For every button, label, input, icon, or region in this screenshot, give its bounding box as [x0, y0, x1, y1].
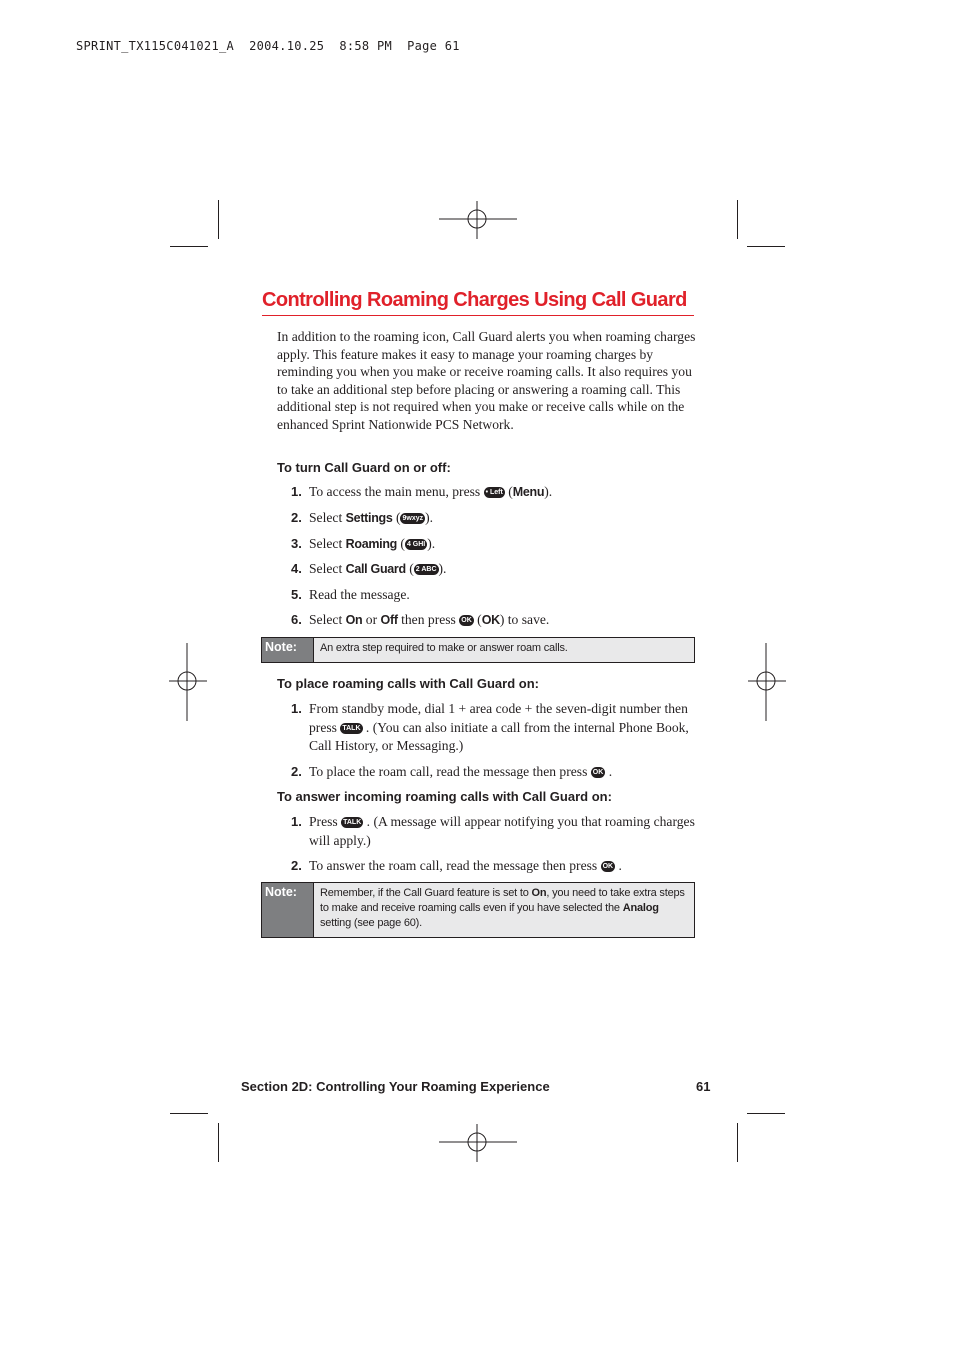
section-heading-turn-on-off: To turn Call Guard on or off:: [277, 460, 451, 475]
key-2-icon: 2 ABC: [415, 566, 437, 574]
registration-mark-left: [168, 642, 208, 722]
list-item: 1. Press TALK . (A message will appear notifying you that roaming charges will apply.): [291, 814, 695, 848]
note-box-call-guard-analog: Note: Remember, if the Call Guard feature is set to On, you need to take extra steps to make and receive roaming calls even if you have selected the Analog setting (see page 60).: [261, 882, 695, 938]
registration-mark-right: [747, 642, 787, 722]
talk-key-icon: TALK: [342, 724, 361, 732]
list-item: 5. Read the message.: [291, 587, 410, 602]
list-item: 2. To answer the roam call, read the message then press OK .: [291, 858, 622, 873]
list-item: 1. From standby mode, dial 1 + area code + the seven-digit number then press TALK . (You can also initiate a call from the internal Phone Book, Call History, or Messaging.): [291, 701, 689, 753]
list-item: 6. Select On or Off then press OK (OK) to save.: [291, 612, 550, 627]
intro-paragraph: In addition to the roaming icon, Call Guard alerts you when roaming charges apply. This feature makes it easy to manage your roaming charges by reminding you when you make or receive roaming calls. It also requires you to take an additional step before placing or answering a roaming call. This additional step is not required when you make or receive calls while on the enhanced Sprint Nationwide PCS Network.: [277, 329, 696, 432]
list-item: 2. To place the roam call, read the message then press OK .: [291, 764, 613, 779]
list-item: 2. Select Settings ( 9wxyz ).: [291, 510, 434, 525]
page-number: 61: [696, 1079, 711, 1094]
registration-mark-bottom: [438, 1123, 518, 1163]
list-item: 4. Select Call Guard ( 2 ABC ).: [291, 561, 447, 576]
talk-key-icon: TALK: [343, 819, 362, 827]
list-item: 1. To access the main menu, press • Left (Menu).: [291, 484, 553, 499]
note-box-extra-step: Note: An extra step required to make or answer roam calls.: [261, 637, 695, 663]
left-softkey-icon: • Left: [485, 489, 503, 497]
list-item: 3. Select Roaming ( 4 GHI ).: [291, 536, 436, 551]
ok-key-icon: OK: [602, 863, 614, 871]
page-title: Controlling Roaming Charges Using Call Guard: [262, 289, 694, 316]
ok-key-icon: OK: [461, 617, 472, 625]
print-slug-line: SPRINT_TX115C041021_A 2004.10.25 8:58 PM Page 61: [76, 39, 460, 53]
key-9-icon: 9wxyz: [402, 515, 424, 523]
footer-section-title: Section 2D: Controlling Your Roaming Experience: [241, 1079, 550, 1094]
section-heading-place-calls: To place roaming calls with Call Guard on:: [277, 676, 539, 691]
registration-mark-top: [438, 200, 518, 240]
section-heading-answer-calls: To answer incoming roaming calls with Call Guard on:: [277, 789, 612, 804]
key-4-icon: 4 GHI: [406, 541, 426, 549]
ok-key-icon: OK: [592, 769, 604, 777]
